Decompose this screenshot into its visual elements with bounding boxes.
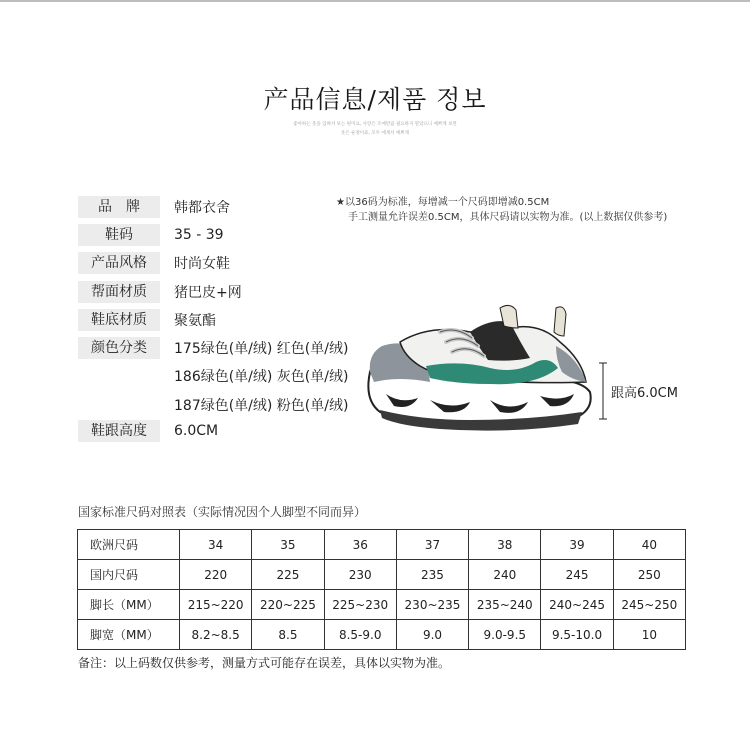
table-cell: 235~240 [469, 590, 541, 620]
size-table-title: 国家标准尺码对照表（实际情况因个人脚型不同而异） [78, 505, 367, 519]
table-cell: 36 [324, 530, 396, 560]
size-table [77, 529, 686, 650]
info-value: 175绿色(单/绒) 红色(单/绒) [174, 341, 349, 357]
table-cell: 230 [324, 560, 396, 590]
row-header: 脚长（MM） [78, 590, 180, 620]
top-divider [0, 0, 750, 2]
table-row [78, 620, 686, 650]
table-cell: 225 [252, 560, 324, 590]
heel-height-marker [598, 362, 608, 420]
info-value: 韩都衣舍 [174, 200, 230, 216]
table-row [78, 530, 686, 560]
table-row [78, 590, 686, 620]
heel-height-label: 跟高6.0CM [611, 386, 678, 401]
table-cell: 235 [396, 560, 468, 590]
table-row [78, 560, 686, 590]
table-cell: 34 [180, 530, 252, 560]
size-note: ★以36码为标准，每增减一个尺码即增减0.5CM [336, 197, 550, 208]
info-label: 鞋跟高度 [78, 420, 160, 442]
info-label: 鞋底材质 [78, 309, 160, 331]
table-cell: 37 [396, 530, 468, 560]
page-title: 产品信息/제품 정보 [263, 85, 487, 114]
table-cell: 10 [613, 620, 685, 650]
info-value: 时尚女鞋 [174, 256, 230, 272]
info-row-size [78, 224, 224, 246]
table-cell: 230~235 [396, 590, 468, 620]
info-value: 聚氨酯 [174, 313, 216, 329]
info-value: 猪巴皮+网 [174, 285, 242, 301]
color-option-line: 187绿色(单/绒) 粉色(单/绒) [174, 398, 349, 414]
info-row-heel-height [78, 420, 218, 442]
row-header: 国内尺码 [78, 560, 180, 590]
table-cell: 240~245 [541, 590, 613, 620]
table-cell: 35 [252, 530, 324, 560]
table-cell: 245 [541, 560, 613, 590]
table-cell: 9.0-9.5 [469, 620, 541, 650]
table-cell: 215~220 [180, 590, 252, 620]
table-cell: 8.5 [252, 620, 324, 650]
info-label: 颜色分类 [78, 337, 160, 359]
table-cell: 240 [469, 560, 541, 590]
info-row-brand [78, 196, 230, 218]
row-header: 欧洲尺码 [78, 530, 180, 560]
info-label: 帮面材质 [78, 281, 160, 303]
table-cell: 250 [613, 560, 685, 590]
info-label: 产品风格 [78, 252, 160, 274]
table-cell: 220 [180, 560, 252, 590]
table-cell: 8.2~8.5 [180, 620, 252, 650]
table-cell: 9.0 [396, 620, 468, 650]
footnote: 备注：以上码数仅供参考，测量方式可能存在误差，具体以实物为准。 [78, 656, 451, 670]
table-cell: 220~225 [252, 590, 324, 620]
table-cell: 39 [541, 530, 613, 560]
row-header: 脚宽（MM） [78, 620, 180, 650]
info-row-upper-material [78, 281, 242, 303]
info-row-colors [78, 337, 348, 359]
info-row-sole-material [78, 309, 216, 331]
size-note: 手工测量允许误差0.5CM，具体尺码请以实物为准。(以上数据仅供参考) [348, 212, 668, 223]
color-option-line: 186绿色(单/绒) 灰色(单/绒) [174, 369, 349, 385]
table-cell: 40 [613, 530, 685, 560]
info-label: 品 牌 [78, 196, 160, 218]
info-label: 鞋码 [78, 224, 160, 246]
info-value: 6.0CM [174, 423, 219, 439]
table-cell: 38 [469, 530, 541, 560]
page-subtitle: 좋아하는 옷을 입혀서 보는 편이요, 사랑은 조예만큼 필요하지 말았으니 예쁘게 보면 옷은 순정이죠, 모두 에게서 예쁘게 [293, 122, 457, 136]
table-cell: 8.5-9.0 [324, 620, 396, 650]
table-cell: 245~250 [613, 590, 685, 620]
info-row-style [78, 252, 230, 274]
info-value: 35 - 39 [174, 227, 224, 243]
table-cell: 225~230 [324, 590, 396, 620]
table-cell: 9.5-10.0 [541, 620, 613, 650]
sneaker-image [360, 302, 600, 432]
